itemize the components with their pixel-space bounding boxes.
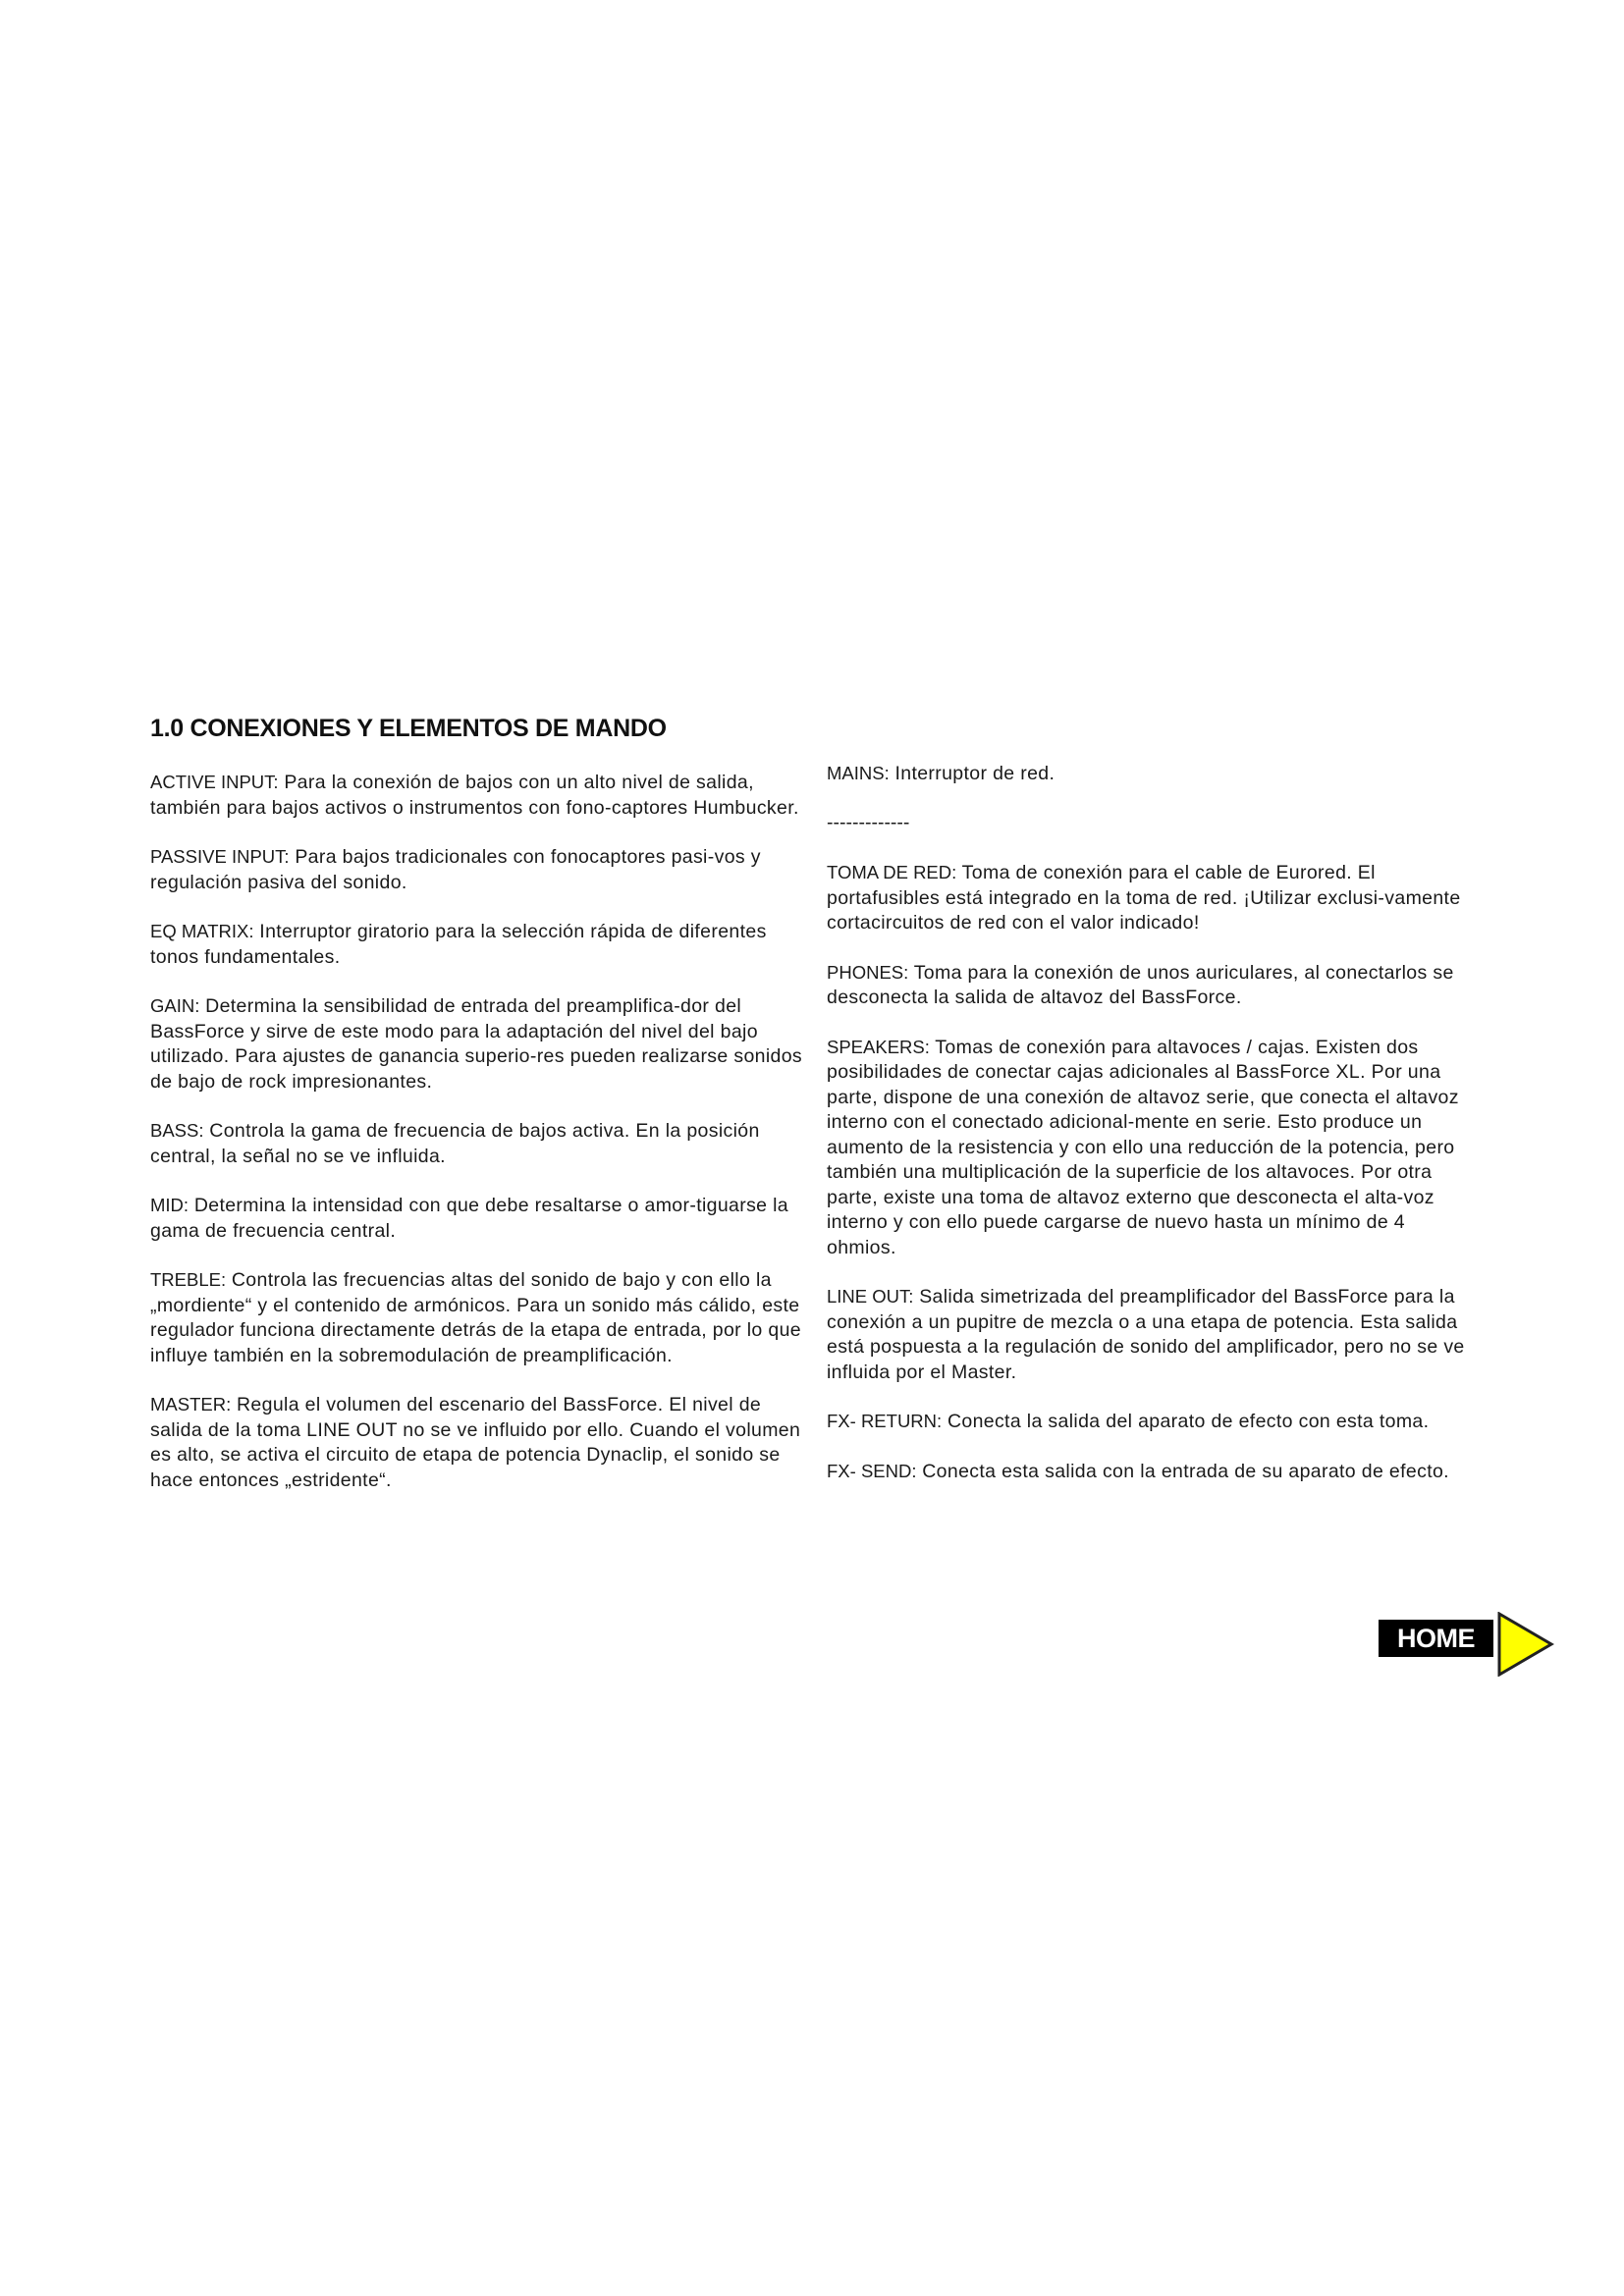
entry-term: PHONES: xyxy=(827,961,909,983)
entry-term: FX- RETURN: xyxy=(827,1411,943,1431)
entry-text: Interruptor de red. xyxy=(889,763,1056,784)
entry-term: TOMA DE RED: xyxy=(827,862,957,882)
entry-fx-return xyxy=(827,1409,1480,1435)
entry-master xyxy=(150,1392,803,1493)
entry-text: Para bajos tradicionales con fonocaptores pasi-vos y regulación pasiva del sonido. xyxy=(150,846,761,893)
entry-fx-send xyxy=(827,1459,1480,1485)
separator: ------------- xyxy=(827,811,910,833)
entry-term: MASTER: xyxy=(150,1394,232,1415)
entry-text: Interruptor giratorio para la selección rápida de diferentes tonos fundamentales. xyxy=(150,921,767,968)
entry-text: Controla las frecuencias altas del sonido de bajo y con ello la „mordiente“ y el contenido de armónicos. Para un sonido más cálido, este regulador funciona directamente detrás de la etapa de entrada, por lo que influye también en la sobremodulación de preamplificación. xyxy=(150,1269,801,1366)
entry-line-out xyxy=(827,1284,1480,1385)
entry-term: FX- SEND: xyxy=(827,1460,917,1481)
entry-text: Conecta la salida del aparato de efecto con esta toma. xyxy=(942,1411,1430,1432)
entry-eq-matrix xyxy=(150,919,803,970)
left-column xyxy=(150,770,803,1517)
entry-text: Conecta esta salida con la entrada de su aparato de efecto. xyxy=(916,1460,1449,1482)
arrow-right-icon[interactable] xyxy=(1496,1612,1555,1677)
entry-passive-input xyxy=(150,844,803,895)
right-column xyxy=(827,761,1480,1508)
entry-text: Determina la intensidad con que debe resaltarse o amor-tiguarse la gama de frecuencia central. xyxy=(150,1195,789,1242)
entry-term: LINE OUT: xyxy=(827,1286,914,1307)
entry-gain xyxy=(150,993,803,1095)
entry-phones xyxy=(827,960,1480,1011)
entry-term: PASSIVE INPUT: xyxy=(150,846,290,867)
entry-text: Controla la gama de frecuencia de bajos activa. En la posición central, la señal no se ve influida. xyxy=(150,1120,760,1167)
entry-term: GAIN: xyxy=(150,995,200,1016)
entry-term: ACTIVE INPUT: xyxy=(150,772,279,792)
entry-term: MID: xyxy=(150,1195,189,1215)
entry-text: Salida simetrizada del preamplificador del BassForce para la conexión a un pupitre de mezcla o a una etapa de potencia. Esta salida está pospuesta a la regulación de sonido del amplificador, pero no se ve influida por el Master. xyxy=(827,1286,1465,1383)
entry-active-input xyxy=(150,770,803,821)
entry-term: EQ MATRIX: xyxy=(150,921,254,941)
entry-speakers xyxy=(827,1035,1480,1261)
home-button[interactable]: HOME xyxy=(1379,1620,1493,1657)
entry-mains xyxy=(827,761,1480,787)
entry-term: TREBLE: xyxy=(150,1269,227,1290)
entry-text: Toma para la conexión de unos auriculares, al conectarlos se desconecta la salida de altavoz del BassForce. xyxy=(827,961,1454,1008)
entry-bass xyxy=(150,1118,803,1169)
entry-term: MAINS: xyxy=(827,763,890,783)
entry-toma-de-red xyxy=(827,860,1480,936)
entry-text: Toma de conexión para el cable de Eurored. El portafusibles está integrado en la toma de red. ¡Utilizar exclusi-vamente cortacircuitos de red con el valor indicado! xyxy=(827,862,1461,934)
entry-text: Determina la sensibilidad de entrada del preamplifica-dor del BassForce y sirve de este modo para la adaptación del nivel del bajo utilizado. Para ajustes de ganancia superio-res pueden realizarse sonidos de bajo de rock impresionantes. xyxy=(150,995,803,1093)
entry-text: Tomas de conexión para altavoces / cajas. Existen dos posibilidades de conectar cajas adicionales al BassForce XL. Por una parte, dispone de una conexión de altavoz serie, que conecta el altavoz interno con el conectado adicional-mente en serie. Esto produce un aumento de la resistencia y con ello una reducción de la potencia, pero también una multiplicación de la superficie de los altavoces. Por otra parte, existe una toma de altavoz externo que desconecta el alta-voz interno y con ello puede cargarse de nuevo hasta un mínimo de 4 ohmios. xyxy=(827,1036,1459,1258)
entry-text: Para la conexión de bajos con un alto nivel de salida, también para bajos activos o instrumentos con fono-captores Humbucker. xyxy=(150,772,799,819)
entry-mid xyxy=(150,1193,803,1244)
page-title: 1.0 CONEXIONES Y ELEMENTOS DE MANDO xyxy=(150,715,667,742)
entry-treble xyxy=(150,1267,803,1368)
entry-text: Regula el volumen del escenario del BassForce. El nivel de salida de la toma LINE OUT no se ve influido por ello. Cuando el volumen es alto, se activa el circuito de etapa de potencia Dynaclip, el sonido se hace entonces „estridente“. xyxy=(150,1394,801,1491)
entry-term: BASS: xyxy=(150,1120,204,1141)
entry-term: SPEAKERS: xyxy=(827,1036,930,1057)
home-link[interactable] xyxy=(1379,1612,1555,1677)
